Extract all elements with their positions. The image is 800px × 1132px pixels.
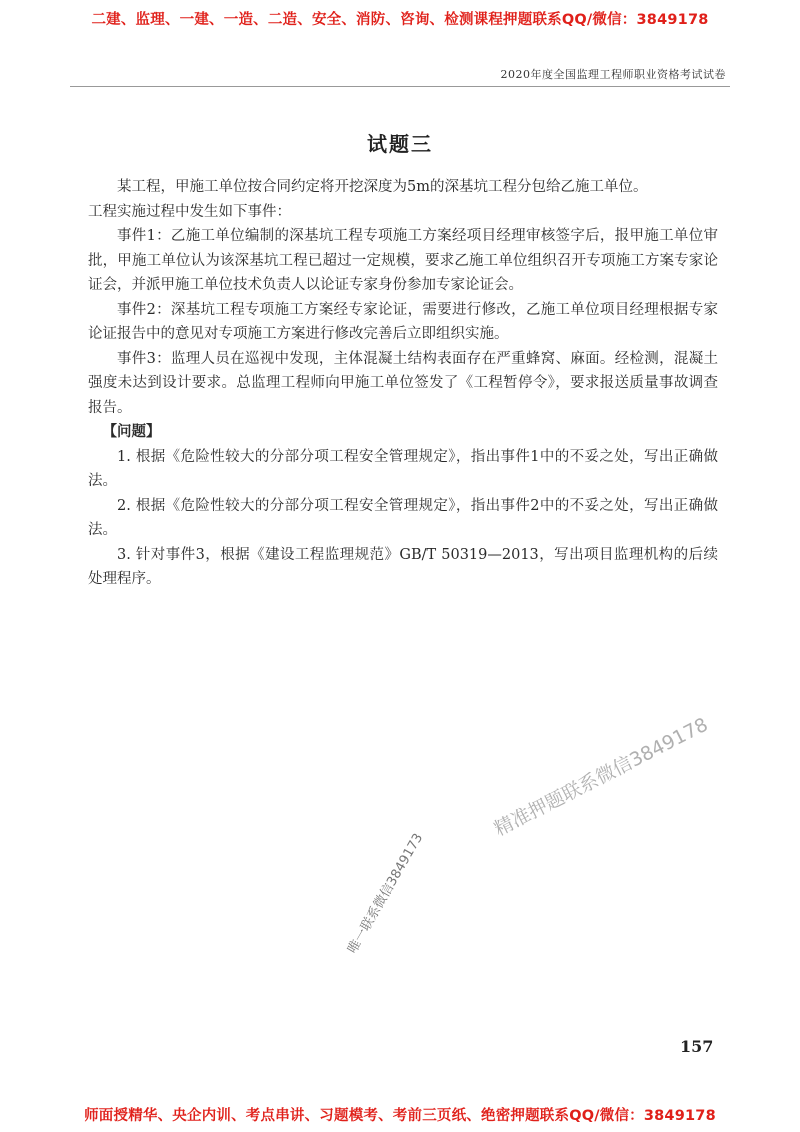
running-header: 2020年度全国监理工程师职业资格考试试卷 [500, 68, 726, 81]
event-2-paragraph: 事件2：深基坑工程专项施工方案经专家论证，需要进行修改，乙施工单位项目经理根据专家论证报告中的意见对专项施工方案进行修改完善后立即组织实施。 [88, 301, 718, 342]
watermark-diagonal: 精准押题联系微信3849178 [490, 713, 712, 841]
watermark-steep: 唯一联系微信3849173 [345, 831, 427, 957]
question-body [88, 175, 718, 592]
question-1: 1. 根据《危险性较大的分部分项工程安全管理规定》，指出事件1中的不妥之处，写出正确做法。 [88, 448, 718, 489]
question-title: 试题三 [367, 132, 433, 156]
top-promo-banner: 二建、监理、一建、一造、二造、安全、消防、咨询、检测课程押题联系QQ/微信：3849178 [91, 12, 709, 28]
question-2: 2. 根据《危险性较大的分部分项工程安全管理规定》，指出事件2中的不妥之处，写出正确做法。 [88, 497, 718, 538]
header-rule [70, 86, 730, 87]
event-1-paragraph: 事件1：乙施工单位编制的深基坑工程专项施工方案经项目经理审核签字后，报甲施工单位审批，甲施工单位认为该深基坑工程已超过一定规模，要求乙施工单位组织召开专项施工方案专家论证会，并派甲施工单位技术负责人以论证专家身份参加专家论证会。 [88, 228, 718, 293]
question-3: 3. 针对事件3，根据《建设工程监理规范》GB/T 50319—2013，写出项目监理机构的后续处理程序。 [88, 546, 718, 587]
bottom-promo-banner: 师面授精华、央企内训、考点串讲、习题模考、考前三页纸、绝密押题联系QQ/微信：3849178 [84, 1108, 716, 1124]
event-3-paragraph: 事件3：监理人员在巡视中发现，主体混凝土结构表面存在严重蜂窝、麻面。经检测，混凝土强度未达到设计要求。总监理工程师向甲施工单位签发了《工程暂停令》，要求报送质量事故调查报告。 [88, 350, 718, 416]
intro-paragraph: 某工程，甲施工单位按合同约定将开挖深度为5m的深基坑工程分包给乙施工单位。 [117, 179, 648, 195]
questions-heading: 【问题】 [102, 423, 161, 440]
intro-paragraph-2: 工程实施过程中发生如下事件： [88, 203, 291, 220]
page-number: 157 [680, 1037, 714, 1056]
